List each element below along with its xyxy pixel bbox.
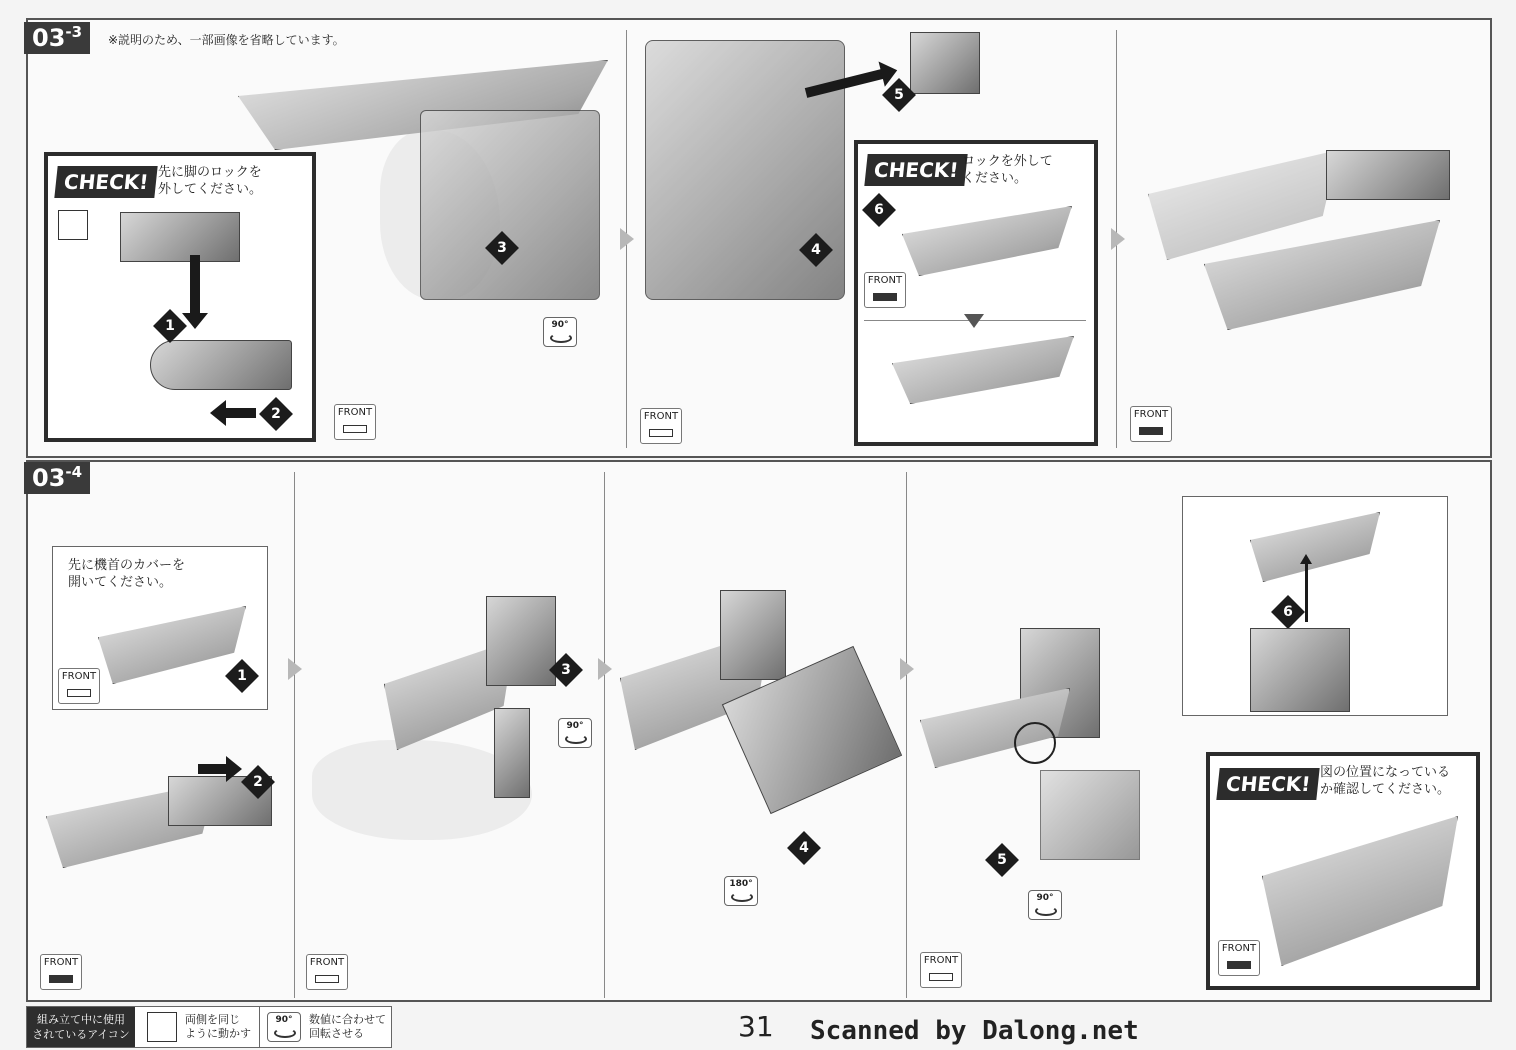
- leg-part-illustration: [120, 212, 240, 262]
- hinge-part-illustration: [720, 590, 786, 680]
- step-badge-3: [549, 653, 583, 687]
- leg-part-illustration: [150, 340, 292, 390]
- front-label: FRONT: [337, 407, 373, 418]
- front-arrow-icon: [343, 425, 367, 433]
- neck-part-illustration: [1250, 628, 1350, 712]
- front-label: FRONT: [309, 957, 345, 968]
- front-label: FRONT: [1221, 943, 1257, 954]
- legend-label-line: 数値に合わせて: [309, 1013, 386, 1026]
- rotate-arc: [1035, 906, 1057, 916]
- front-indicator: [1130, 406, 1172, 442]
- body-part-illustration: [420, 110, 600, 300]
- step-badge-6: [1271, 595, 1305, 629]
- step-badge-number: 1: [237, 668, 247, 684]
- rotate-value: 180°: [729, 879, 753, 889]
- next-chevron: [1111, 228, 1125, 250]
- front-label: FRONT: [867, 275, 903, 286]
- step-badge-number: 5: [997, 852, 1007, 868]
- rotate-90-icon: [543, 317, 577, 347]
- detail-circle: [1014, 722, 1056, 764]
- rotate-90-icon: [1028, 890, 1062, 920]
- hinge-part-illustration: [486, 596, 556, 686]
- page-number: 31: [738, 1010, 774, 1043]
- check-badge: CHECK!: [1216, 768, 1320, 800]
- step-badge-6: [862, 193, 896, 227]
- front-indicator: [306, 954, 348, 990]
- rotate-value: 90°: [1036, 893, 1054, 903]
- rotate-value: 90°: [566, 721, 584, 731]
- front-label: FRONT: [923, 955, 959, 966]
- step-sub-number: -3: [65, 23, 83, 41]
- arrow-left: [224, 408, 256, 418]
- front-arrow-icon: [929, 973, 953, 981]
- step-badge-number: 4: [799, 840, 809, 856]
- rotate-90-icon: [558, 718, 592, 748]
- step-badge-1: [225, 659, 259, 693]
- step-badge-1: [153, 309, 187, 343]
- front-label: FRONT: [643, 411, 679, 422]
- legend-title-line2: されているアイコン: [32, 1028, 130, 1041]
- step-badge-number: 3: [561, 662, 571, 678]
- step-03-3-label: [24, 22, 90, 54]
- step-03-4-label: [24, 462, 90, 494]
- panel-divider: [906, 472, 907, 998]
- check-badge: CHECK!: [54, 166, 158, 198]
- down-triangle-icon: [964, 314, 984, 328]
- scan-credit: Scanned by Dalong.net: [810, 1016, 1139, 1046]
- front-indicator: [920, 952, 962, 988]
- front-arrow-icon: [1227, 961, 1251, 969]
- legend-label-line: 両側を同じ: [185, 1013, 240, 1026]
- step-badge-3: [485, 231, 519, 265]
- check-badge: CHECK!: [864, 154, 968, 186]
- front-indicator: [40, 954, 82, 990]
- step-badge-number: 5: [894, 87, 904, 103]
- bubble-text-line1: 先に機首のカバーを: [68, 558, 186, 573]
- front-arrow-icon: [49, 975, 73, 983]
- front-label: FRONT: [1133, 409, 1169, 420]
- rotate-arc: [274, 1028, 296, 1038]
- front-arrow-icon: [873, 293, 897, 301]
- check-text-line2: ください。: [962, 171, 1028, 186]
- check-text-line2: か確認してください。: [1320, 782, 1451, 797]
- step-badge-number: 6: [874, 202, 884, 218]
- front-arrow-icon: [315, 975, 339, 983]
- move-both-sides-icon: [58, 210, 88, 240]
- step-sub-number: -4: [65, 463, 83, 481]
- legend-label-line: 回転させる: [309, 1027, 364, 1040]
- front-arrow-icon: [1139, 427, 1163, 435]
- rotate-value: 90°: [551, 320, 569, 330]
- legend-title-line1: 組み立て中に使用: [37, 1013, 125, 1026]
- omission-note: ※説明のため、一部画像を省略しています。: [108, 33, 345, 47]
- step-badge-number: 2: [253, 774, 263, 790]
- legend-label-line: ように動かす: [185, 1027, 251, 1040]
- next-chevron: [598, 658, 612, 680]
- step-number: 03: [32, 24, 66, 52]
- step-badge-2: [259, 397, 293, 431]
- front-indicator: [864, 272, 906, 308]
- panel-divider: [294, 472, 295, 998]
- step-badge-4: [799, 233, 833, 267]
- rotate-arc: [550, 333, 572, 343]
- step-badge-number: 3: [497, 240, 507, 256]
- step-badge-number: 1: [165, 318, 175, 334]
- legend-title: [27, 1007, 135, 1047]
- step-badge-number: 4: [811, 242, 821, 258]
- legend-label-2: [309, 1013, 386, 1041]
- rotate-arc: [565, 734, 587, 744]
- next-chevron: [620, 228, 634, 250]
- rotate-arc: [731, 892, 753, 902]
- front-indicator: [640, 408, 682, 444]
- front-indicator: [58, 668, 100, 704]
- next-chevron: [288, 658, 302, 680]
- step-badge-2: [241, 765, 275, 799]
- step-badge-5: [985, 843, 1019, 877]
- leg-part-illustration: [1040, 770, 1140, 860]
- check-text-line2: 外してください。: [158, 182, 263, 197]
- arm-part-illustration: [494, 708, 530, 798]
- panel-divider: [604, 472, 605, 998]
- front-label: FRONT: [43, 957, 79, 968]
- arrow-right: [198, 764, 228, 774]
- check-text-line1: ロックを外して: [962, 154, 1053, 169]
- bubble-text-line2: 開いてください。: [68, 575, 173, 590]
- legend-label-1: [185, 1013, 251, 1041]
- legend-separator: [259, 1007, 260, 1047]
- front-arrow-icon: [649, 429, 673, 437]
- arrow-down: [190, 255, 200, 315]
- hinge-part-illustration: [1326, 150, 1450, 200]
- front-indicator: [334, 404, 376, 440]
- check-text-line1: 図の位置になっている: [1320, 765, 1451, 780]
- arrow-up: [1305, 562, 1308, 622]
- step-number: 03: [32, 464, 66, 492]
- icon-legend: [26, 1006, 392, 1048]
- rotate-180-icon: [724, 876, 758, 906]
- step-badge-number: 2: [271, 406, 281, 422]
- detached-part-illustration: [910, 32, 980, 94]
- front-label: FRONT: [61, 671, 97, 682]
- move-both-sides-icon: [147, 1012, 177, 1042]
- check-text-line1: 先に脚のロックを: [158, 165, 262, 180]
- step-badge-5: [882, 78, 916, 112]
- step-badge-number: 6: [1283, 604, 1293, 620]
- rotate-icon: [267, 1012, 301, 1042]
- front-arrow-icon: [67, 689, 91, 697]
- step-badge-4: [787, 831, 821, 865]
- next-chevron: [900, 658, 914, 680]
- rotate-value: 90°: [275, 1015, 293, 1025]
- front-indicator: [1218, 940, 1260, 976]
